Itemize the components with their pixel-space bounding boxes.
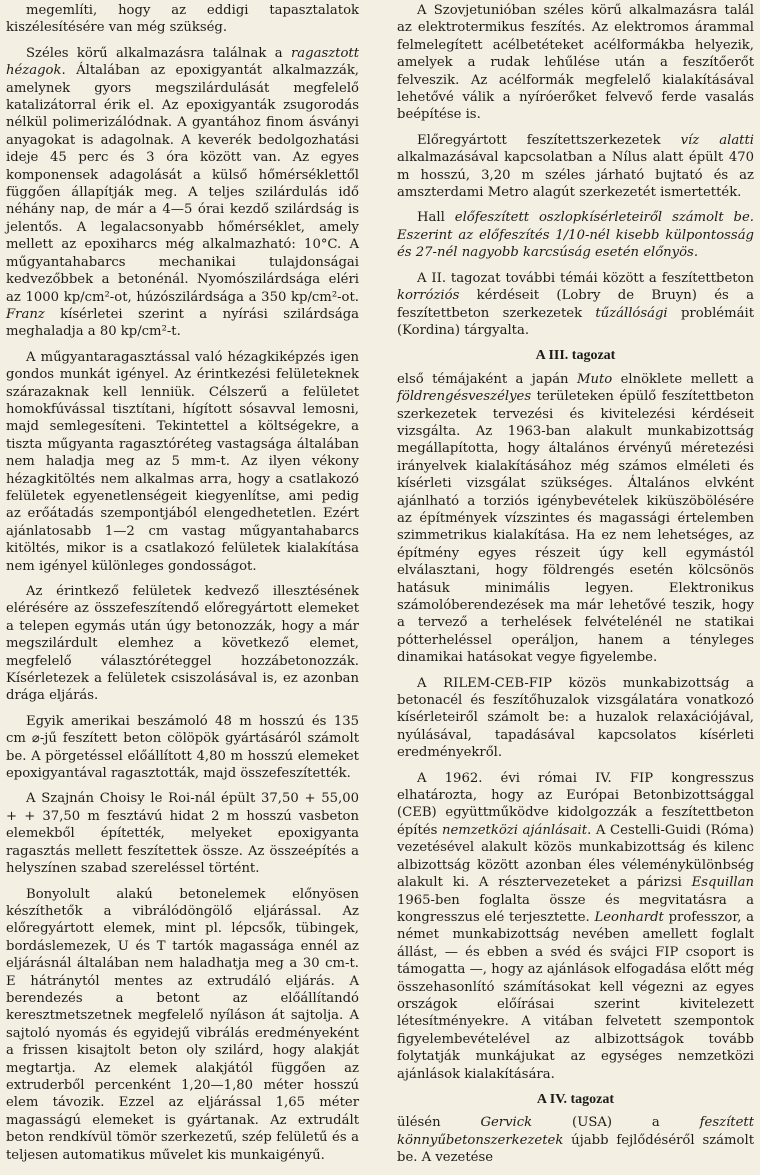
paragraph (397, 675, 754, 762)
paragraph (397, 371, 754, 667)
text-run: kísérletei szerint a nyírási szilárdsága meghaladja a 80 kp/cm²-t. (6, 306, 359, 340)
text-run: A Szajnán Choisy le Roi-nál épült 37,50 + 55,00 + + 37,50 m fesztávú hidat 2 m hosszú vasbeton elemekből építették, melyeket epoxigyanta ragasztás mellett feszítettek össze. Az összeépítés a helyszínen szabad szereléssel történt. (6, 791, 359, 877)
text-run: alkalmazásával kapcsolatban a Nílus alatt épült 470 m hosszú, 3,20 m széles járható bujtató és az amszterdami Metro alagút szerkezetét ismertették. (397, 150, 754, 201)
paragraph (397, 209, 754, 261)
italic-text: Gervick (480, 1115, 533, 1131)
italic-text: tűzállósági (595, 305, 668, 321)
italic-text: nemzetközi ajánlásait (441, 822, 588, 838)
paragraph (397, 132, 754, 202)
italic-text: Muto (576, 371, 613, 387)
text-run: 1965-ben foglalta össze és megvitatásra a kongresszus elé terjesztette. (397, 892, 754, 925)
paragraph (6, 886, 359, 1165)
text-run: A műgyantaragasztással való hézagkiképzés igen gondos munkát igényel. Az érintkezési felületeknek szárazaknak kell lenniük. Célszerű a felületet homokfúvással tisztítani, hígított sósavval lemosni, majd semlegesíteni. Tekintettel a költségekre, a tiszta műgyanta ragasztóréteg vastagsága általában nem haladja meg az 5 mm-t. Az ilyen vékony hézagkitöltés nem alkalmas arra, hogy a csatlakozó felületek egyenetlenségeit kiegyenlítse, ami pedig az erőátadás szempontjából elengedhetetlen. Ezért ajánlatosabb 1—2 cm vastag műgyantahabarcs kitöltés, mikor is a csatlakozó felületek kialakítása nem igényel különleges gondosságot. (6, 349, 359, 574)
text-run: professzor, a német munkabizottság nevében amellett foglalt állást, — és ebben a svéd és svájci FIP csoport is támogatta —, hogy az ajánlások elfogadása előtt még összehasonlító számításokat kell végezni az egyes országok előírásai szerint kivitelezett létesítményekre. A vitában felvetett szempontok figyelembevételével az albizottságok tovább folytatják munkájukat az egységes nemzetközi ajánlások kialakítására. (397, 909, 754, 1082)
text-run: Előregyártott feszítettszerkezetek (417, 132, 681, 148)
italic-text: Leonhardt (594, 909, 664, 925)
text-run: ülésén (397, 1115, 481, 1131)
text-run: területeken épülő feszítettbeton szerkezetek tervezési és kivitelezési kérdéseit vizsgálta. Az 1963-ban alakult munkabizottság megállapította, hogy általános érvényű méretezési irányelvek kialakításához még számos elméleti és kísérleti vizsgálat szükséges. Általános elvként ajánlható a torziós igénybevételek kiküszöbölésére az építmények vízszintes és magassági értelemben szimmetrikus kialakítása. Ha ez nem lehetséges, az építmény egyes részeit úgy kell egymástól elválasztani, hogy földrengés esetén kölcsönös hatásuk minimális legyen. Elektronikus számolóberendezések ma már lehetővé teszik, hogy a tervező a terhelések felvételénél ne statikai pótterheléssel operáljon, hanem a tényleges dinamikai hatásokat vegye figyelembe. (397, 389, 754, 666)
italic-text: Esquillan (691, 875, 754, 891)
text-run: megemlíti, hogy az eddigi tapasztalatok kiszélesítésére van még szükség. (6, 3, 359, 36)
paragraph (6, 45, 359, 341)
text-run: (USA) a (532, 1115, 700, 1131)
text-run: . Általában az epoxigyantát alkalmazzák, amelynek gyors megszilárdulását megfelelő katalizátorral érik el. Az epoxigyanták zsugorodás nélkül polimerizálódnak. A gyantához finom ásványi anyagokat is adagolnak. A keverék bedolgozhatási ideje 45 perc és 3 óra között van. Az egyes komponensek adagolását a külső hőmérséklettől függően állapítják meg. A teljes szilárdulás idő néhány nap, de már a 4—5 órai kezdő szilárdság is jelentős. A legalacsonyabb hőmérséklet, amely mellett az epoxiharcs még alkalmazható: 10°C. A műgyantahabarcs mechanikai tulajdonságai kedvezőbbek a betonénál. Nyomószilárdsága eléri az 1000 kp/cm²-ot, húzószilárdsága a 350 kp/cm²-ot. (6, 63, 359, 305)
text-run: A 1962. évi római IV. FIP kongresszus elhatározta, hogy az Európai Betonbizottsággal (CEB) együttműködve kidolgozzák a feszítettbeton építés (397, 770, 754, 838)
text-run: Széles körű alkalmazásra találnak a (26, 45, 291, 61)
paragraph (397, 270, 754, 340)
italic-text: feszített könnyűbetonszerkezetek (397, 1115, 754, 1148)
section-heading: A III. tagozat (535, 348, 616, 364)
text-run: problémáit (Kordina) tárgyalta. (397, 305, 754, 338)
paragraph (6, 713, 359, 783)
italic-text: Franz (6, 306, 45, 322)
section-heading: A IV. tagozat (536, 1091, 615, 1107)
italic-text: földrengésveszélyes (397, 389, 532, 405)
paragraph (6, 790, 359, 877)
text-run: első témájaként a japán (397, 371, 577, 387)
paragraph (397, 1114, 754, 1166)
text-run: Egyik amerikai beszámoló 48 m hosszú és 135 cm ⌀-jű feszített beton cölöpök gyártásáról számolt be. A pörgetéssel előállított 4,80 m hosszú elemeket epoxigyantával ragasztották, majd összefeszítették. (6, 713, 359, 782)
paragraph (6, 349, 359, 575)
text-run: Hall (417, 210, 445, 226)
italic-text: előfeszített oszlopkísérleteiről számolt be. Eszerint az előfeszítés 1/10-nél kisebb külpontosság és 27-nél nagyobb karcsúság esetén előnyös. (397, 210, 754, 261)
paragraph (397, 2, 754, 124)
italic-text: víz alatti (680, 132, 754, 148)
right-column (397, 2, 754, 1175)
text-run: . A Cestelli-Guidi (Róma) vezetésével alakult közös munkabizottság és kilenc albizottság között azonban éles véleménykülönbség alakult ki. A résztervezeteket a párizsi (397, 822, 754, 891)
text-run: Bonyolult alakú betonelemek előnyösen készíthetők a vibrálódöngölő eljárással. Az előregyártott elemek, mint pl. lépcsők, tübingek, bordáslemezek, U és T tartók magassága ennél az eljárásnál általában nem haladhatja meg a 30 cm-t. E hátránytól mentes az extrudáló eljárás. A berendezés a betont az előállítandó keresztmetszetnek megfelelő nyíláson át sajtolja. A sajtoló nyomás és egyidejű vibrálás eredményeként a frissen kisajtolt beton oly szilárd, hogy alakját megtartja. Az elemek alakjától függően az extruderből percenként 1,20—1,80 méter hosszú elem távozik. Ezzel az eljárással 1,65 méter magasságú elemeket is gyártanak. Az extrudált beton rendkívül tömör szerkezetű, szép felületű és a teljesen automatikus művelet kis munkaigényű. (6, 886, 359, 1163)
left-column (6, 2, 359, 1172)
paragraph (397, 770, 754, 1083)
italic-text: ragasztott hézagok (6, 45, 359, 79)
text-run: újabb fejlődéséről számolt be. A vezetése (397, 1132, 754, 1166)
italic-text: korróziós (397, 288, 460, 304)
paragraph (6, 2, 359, 37)
text-run: kérdéseit (Lobry de Bruyn) és a feszítettbeton szerkezetek (397, 288, 754, 321)
text-run: A RILEM-CEB-FIP közös munkabizottság a betonacél és feszítőhuzalok vizsgálatára vonatkozó kísérleteiről számolt be: a huzalok relaxációjával, nyúlásával, tapadásával kapcsolatos kísérleti eredményekről. (397, 675, 754, 761)
paragraph (6, 583, 359, 705)
text-run: Az érintkező felületek kedvező illesztésének elérésére az összefeszítendő előregyártott elemeket a telepen egymás után úgy betonozzák, hogy a már megszilárdult elemhez a következő elemet, megfelelő választóréteggel hozzábetonozzák. Kísérletezek a felületek csiszolásával is, ez azonban drága eljárás. (6, 584, 359, 704)
text-run: A Szovjetunióban széles körű alkalmazásra talál az elektrotermikus feszítés. Az elektromos árammal felmelegített acélbetéteket acélformákba helyezik, amelyek a rudak lehűlése után a feszítőerőt felveszik. Az acélformák megfelelő kialakításával lehetővé válik a nyíróerőket felvevő ferde vasalás beépítése is. (397, 3, 754, 123)
text-run: A II. tagozat további témái között a feszítettbeton (417, 270, 754, 286)
text-run: elnöklete mellett a (612, 371, 754, 387)
